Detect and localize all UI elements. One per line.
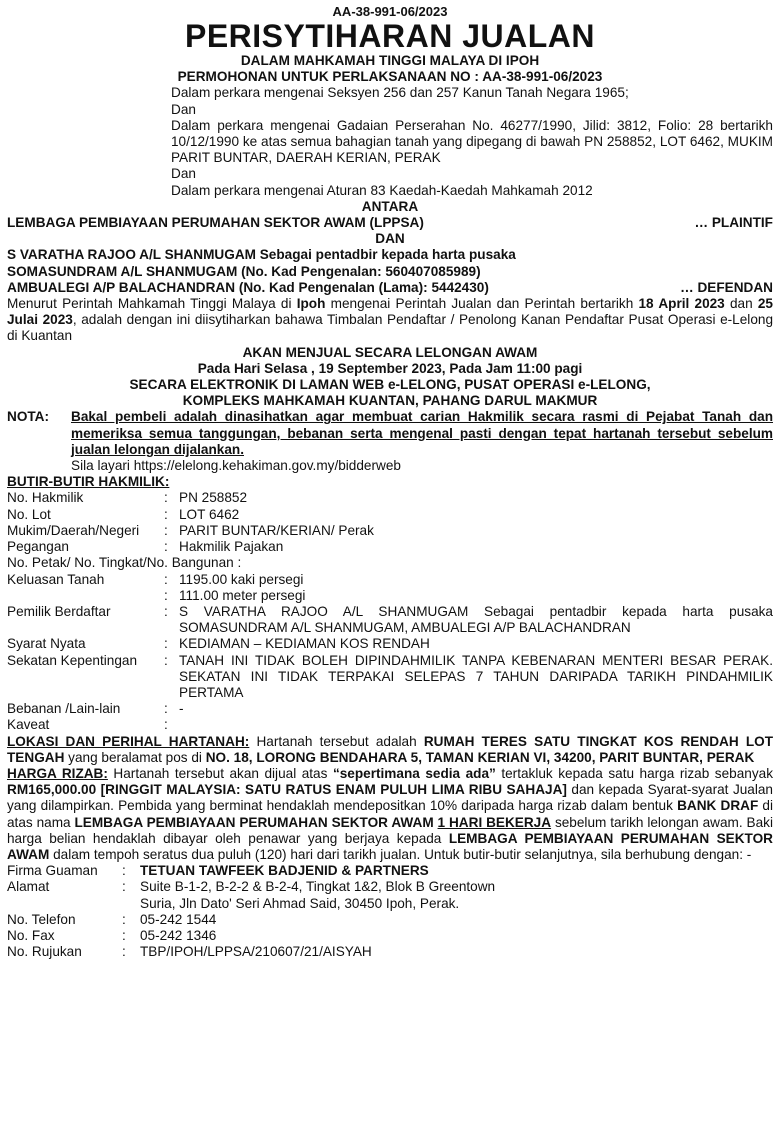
and-label: DAN — [375, 231, 405, 247]
title-detail-row — [7, 636, 773, 652]
nota-content — [71, 409, 773, 474]
address-line-1: Suite B-1-2, B-2-2 & B-2-4, Tingkat 1&2, Blok B Greentown — [140, 879, 496, 895]
location-text-2: yang beralamat pos di — [64, 749, 206, 765]
title-details-rows — [7, 490, 773, 555]
auction-line-1: AKAN MENJUAL SECARA LELONGAN AWAM — [242, 344, 538, 360]
detail-value — [179, 717, 773, 733]
location-text-1: Hartanah tersebut adalah — [249, 733, 424, 749]
document-number: AA-38-991-06/2023 — [332, 4, 448, 19]
matter-and-2: Dan — [171, 166, 196, 182]
matter-3: Dalam perkara mengenai Aturan 83 Kaedah-Kaedah Mahkamah 2012 — [171, 182, 593, 198]
phone-number: 05-242 1544 — [140, 911, 217, 927]
matter-and-1: Dan — [171, 101, 196, 117]
firm-name: TETUAN TAWFEEK BADJENID & PARTNERS — [140, 863, 429, 879]
firm-row — [7, 863, 773, 879]
nota-text: Bakal pembeli adalah dinasihatkan agar membuat carian Hakmilik secara rasmi di Pejabat Tanah dan memeriksa semua tanggungan, bebanan serta mengenal pasti dengan tepat hartanah tersebut sebelum jualan lelongan dijalankan. — [71, 409, 773, 457]
order-date-1: 18 April 2023 — [638, 296, 725, 312]
detail-separator: : — [164, 522, 168, 538]
between-label: ANTARA — [361, 198, 419, 214]
reserve-text-6: dalam tempoh seratus dua puluh (120) hari dari tarikh jualan. Untuk butir-butir selanjutnya, sila berhubung dengan: - — [49, 846, 752, 862]
location-label: LOKASI DAN PERIHAL HARTANAH: — [7, 733, 250, 749]
phone-key: No. Telefon — [7, 911, 76, 927]
detail-key: Pemilik Berdaftar — [7, 603, 111, 619]
detail-key: Sekatan Kepentingan — [7, 652, 138, 668]
detail-value: S VARATHA RAJOO A/L SHANMUGAM Sebagai pentadbir kepada harta pusaka SOMASUNDRAM A/L SHANMUGAM, AMBUALEGI A/P BALACHANDRAN — [179, 603, 773, 636]
detail-value: 111.00 meter persegi — [179, 587, 306, 603]
detail-value: Hakmilik Pajakan — [179, 539, 284, 555]
sep: : — [122, 879, 126, 895]
title-detail-row — [7, 490, 773, 506]
order-text-2: mengenai Perintah Jualan dan Perintah bertarikh — [325, 296, 639, 312]
firm-key: Firma Guaman — [7, 863, 98, 879]
address-row — [7, 879, 773, 911]
defendant-3: AMBUALEGI A/P BALACHANDRAN (No. Kad Pengenalan (Lama): 5442430) — [7, 279, 489, 295]
plaintiff-row — [7, 215, 773, 231]
auction-line-3: SECARA ELEKTRONIK DI LAMAN WEB e-LELONG, PUSAT OPERASI e-LELONG, — [129, 377, 651, 393]
nota-label: NOTA: — [7, 409, 50, 425]
property-address: NO. 18, LORONG BENDAHARA 5, TAMAN KERIAN VI, 34200, PARIT BUNTAR, PERAK — [205, 749, 755, 765]
defendant-1: S VARATHA RAJOO A/L SHANMUGAM Sebagai pentadbir kepada harta pusaka — [7, 247, 516, 263]
detail-separator: : — [164, 490, 168, 506]
detail-separator: : — [164, 587, 168, 603]
order-text-1: Menurut Perintah Mahkamah Tinggi Malaya di — [7, 296, 297, 312]
reserve-text-1: Hartanah tersebut akan dijual atas — [107, 765, 333, 781]
auction-line-2: Pada Hari Selasa , 19 September 2023, Pada Jam 11:00 pagi — [197, 360, 583, 376]
address-line-2: Suria, Jln Dato' Seri Ahmad Said, 30450 Ipoh, Perak. — [140, 895, 460, 911]
detail-value: PARIT BUNTAR/KERIAN/ Perak — [179, 522, 374, 538]
detail-value: PN 258852 — [179, 490, 248, 506]
detail-separator: : — [164, 717, 168, 733]
title-detail-row — [7, 523, 773, 539]
order-date-2: 25 Julai 2023 — [7, 296, 773, 328]
defendant-role: … DEFENDAN — [680, 279, 773, 295]
detail-value: KEDIAMAN – KEDIAMAN KOS RENDAH — [179, 636, 430, 652]
detail-key: No. Lot — [7, 506, 51, 522]
detail-value: - — [179, 701, 184, 717]
detail-key: Keluasan Tanah — [7, 571, 105, 587]
phone-row — [7, 912, 773, 928]
detail-separator: : — [164, 652, 168, 668]
detail-separator: : — [164, 636, 168, 652]
order-court-city: Ipoh — [296, 296, 326, 312]
detail-key: Kaveat — [7, 717, 50, 733]
court-name: DALAM MAHKAMAH TINGGI MALAYA DI IPOH — [240, 53, 540, 68]
reserve-text-2: tertakluk kepada satu harga rizab sebanyak — [495, 765, 773, 781]
title-detail-row — [7, 588, 773, 604]
reserve-text-4: di atas nama — [7, 798, 774, 830]
auction-line-4: KOMPLEKS MAHKAMAH KUANTAN, PAHANG DARUL MAKMUR — [182, 393, 598, 409]
address-key: Alamat — [7, 879, 50, 895]
detail-key: Syarat Nyata — [7, 636, 86, 652]
petak-row: No. Petak/ No. Tingkat/No. Bangunan : — [7, 555, 242, 571]
detail-separator: : — [164, 571, 168, 587]
fax-key: No. Fax — [7, 927, 55, 943]
detail-value: 1195.00 kaki persegi — [179, 571, 304, 587]
payee-name: LEMBAGA PEMBIAYAAN PERUMAHAN SEKTOR AWAM — [74, 814, 434, 830]
reserve-price-paragraph — [7, 766, 773, 863]
detail-key: Pegangan — [7, 539, 69, 555]
detail-key: No. Hakmilik — [7, 490, 84, 506]
reserve-as-is: “sepertimana sedia ada” — [332, 765, 496, 781]
detail-value: TANAH INI TIDAK BOLEH DIPINDAHMILIK TANPA KEBENARAN MENTERI BESAR PERAK. SEKATAN INI TIDAK TERPAKAI SELEPAS 7 TAHUN DARIPADA TARIKH PINDAHMILIK PERTAMA — [179, 652, 773, 700]
detail-key: Mukim/Daerah/Negeri — [7, 522, 140, 538]
defendant-3-row — [7, 280, 773, 296]
title-details-rows-2 — [7, 572, 773, 734]
title-detail-row — [7, 572, 773, 588]
plaintiff-name: LEMBAGA PEMBIAYAAN PERUMAHAN SEKTOR AWAM (LPPSA) — [7, 215, 424, 231]
page-title: PERISYTIHARAN JUALAN — [184, 18, 596, 54]
order-text-4: , adalah dengan ini diisytiharkan bahawa Timbalan Pendaftar / Penolong Kanan Pendaftar Pusat Operasi e-Lelong di Kuantan — [7, 312, 774, 344]
sep: : — [122, 911, 126, 927]
location-paragraph — [7, 734, 773, 766]
address-value — [140, 879, 773, 911]
sep: : — [122, 863, 126, 879]
matter-2: Dalam perkara mengenai Gadaian Perserahan No. 46277/1990, Jilid: 3812, Folio: 28 bertarikh 10/12/1990 ke atas semua bahagian tanah yang dipegang di bawah PN 258852, LOT 6462, MUKIM PARIT BUNTAR, DAERAH KERIAN, PERAK — [171, 117, 773, 166]
reference-row — [7, 944, 773, 960]
order-text-3: dan — [724, 296, 758, 312]
sep: : — [122, 927, 126, 943]
reserve-price-label: HARGA RIZAB: — [7, 765, 108, 781]
title-details-heading: BUTIR-BUTIR HAKMILIK: — [7, 474, 170, 490]
bidder-web-link[interactable]: Sila layari https://elelong.kehakiman.gov.my/bidderweb — [71, 458, 401, 474]
nota-block — [7, 409, 773, 474]
title-detail-row — [7, 653, 773, 702]
title-detail-row — [7, 507, 773, 523]
bank-draft: BANK DRAF — [677, 798, 759, 814]
detail-value: LOT 6462 — [179, 506, 240, 522]
detail-separator: : — [164, 539, 168, 555]
detail-key — [7, 588, 164, 604]
reference-key: No. Rujukan — [7, 944, 82, 960]
detail-key: Bebanan /Lain-lain — [7, 701, 121, 717]
detail-separator: : — [164, 603, 168, 619]
reference-number: TBP/IPOH/LPPSA/210607/21/AISYAH — [140, 944, 372, 960]
title-detail-row — [7, 604, 773, 636]
title-detail-row — [7, 717, 773, 733]
working-day-deadline: 1 HARI BEKERJA — [437, 814, 552, 830]
order-paragraph — [7, 296, 773, 345]
property-type: RUMAH TERES SATU TINGKAT KOS RENDAH LOT TENGAH — [7, 733, 773, 765]
detail-separator: : — [164, 701, 168, 717]
fax-number: 05-242 1346 — [140, 927, 217, 943]
fax-row — [7, 928, 773, 944]
matter-1: Dalam perkara mengenai Seksyen 256 dan 257 Kanun Tanah Negara 1965; — [171, 85, 629, 101]
sep: : — [122, 944, 126, 960]
detail-separator: : — [164, 506, 168, 522]
title-detail-row — [7, 701, 773, 717]
defendant-2: SOMASUNDRAM A/L SHANMUGAM (No. Kad Pengenalan: 560407085989) — [7, 263, 481, 279]
reserve-amount: RM165,000.00 [RINGGIT MALAYSIA: SATU RATUS ENAM PULUH LIMA RIBU SAHAJA] — [7, 782, 567, 798]
matters-block — [7, 85, 773, 198]
plaintiff-role: … PLAINTIF — [694, 215, 773, 231]
application-number: PERMOHONAN UNTUK PERLAKSANAAN NO : AA-38-991-06/2023 — [177, 69, 603, 85]
title-detail-row — [7, 539, 773, 555]
reserve-text-5: sebelum tarikh lelongan awam. Baki harga belian hendaklah dibayar oleh penawar yang berjaya kepada — [7, 814, 773, 846]
reserve-text-3: dan kepada Syarat-syarat Jualan yang dilampirkan. Pembida yang berminat hendaklah mendepositkan 10% daripada harga rizab dalam bentuk — [7, 782, 773, 814]
payee-name-2: LEMBAGA PEMBIAYAAN PERUMAHAN SEKTOR AWAM — [7, 830, 773, 862]
